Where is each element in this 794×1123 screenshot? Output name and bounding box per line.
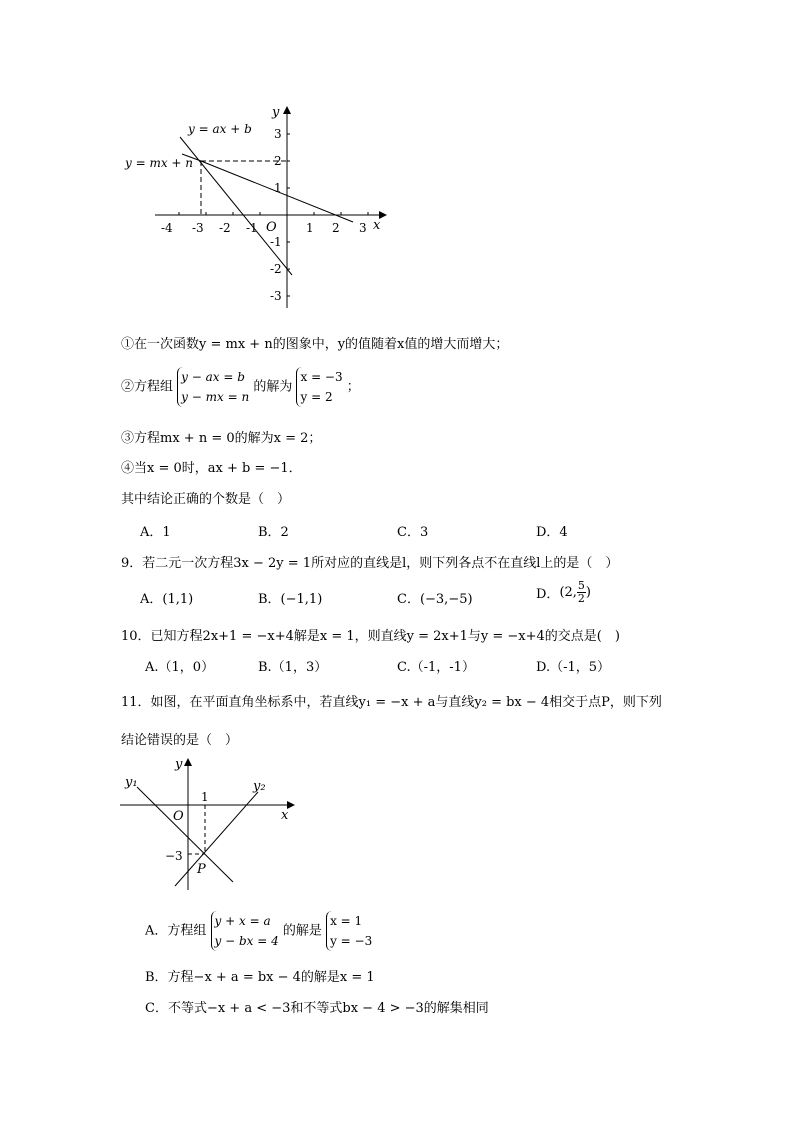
q9-option-d-label: D． (536, 587, 560, 602)
y-tick: 3 (274, 127, 282, 141)
q11-option-c[interactable]: C．不等式−x + a < −3和不等式bx − 4 > −3的解集相同 (145, 1001, 489, 1016)
solution-1: x = 1 (330, 914, 363, 928)
y-axis-label: y (272, 105, 280, 120)
x-axis-label: x (373, 218, 381, 233)
y1-label: y₁ (125, 775, 138, 790)
statement-3: ③方程mx + n = 0的解为x = 2； (121, 431, 322, 446)
y-tick: 2 (274, 154, 282, 168)
question-9-stem: 9．若二元一次方程3x − 2y = 1所对应的直线是l，则下列各点不在直线l上的是（ ） (121, 556, 619, 571)
origin-label: O (173, 809, 184, 824)
equation-1: y + x = a (214, 914, 271, 928)
fraction-numerator: 5 (577, 579, 585, 592)
q11-option-b[interactable]: B．方程−x + a = bx − 4的解是x = 1 (145, 970, 375, 985)
x-tick: -2 (219, 221, 231, 235)
x-tick: -4 (161, 221, 173, 235)
y-tick: -3 (270, 289, 282, 303)
equation-2: y − bx = 4 (214, 934, 279, 948)
solution-2: y = −3 (330, 934, 373, 948)
y-mark-label: −3 (165, 849, 183, 863)
x-axis-label: x (281, 808, 289, 823)
x-mark-label: 1 (201, 790, 209, 804)
fraction-denominator: 2 (577, 592, 585, 605)
equation-2: y − mx = n (181, 390, 250, 404)
q9-option-b[interactable]: B．(−1,1) (258, 592, 323, 607)
x-tick: 2 (332, 221, 340, 235)
q10-option-d[interactable]: D.（-1，5） (536, 660, 611, 675)
q9-option-d-suffix: ) (585, 585, 591, 600)
system-of-equations (211, 911, 279, 951)
question-11-stem-line-2: 结论错误的是（ ） (121, 733, 239, 748)
q11-option-a-mid: 的解是 (282, 923, 322, 939)
y2-label: y₂ (253, 779, 266, 794)
line-y1 (137, 787, 233, 882)
q10-option-a[interactable]: A.（1，0） (145, 660, 215, 675)
solution-1: x = −3 (300, 370, 343, 384)
system-solution (326, 911, 372, 951)
x-tick: -1 (246, 221, 258, 235)
statement-1: ①在一次函数y = mx + n的图象中，y的值随着x值的增大而增大； (121, 337, 509, 352)
question-11-stem-line-1: 11．如图，在平面直角坐标系中，若直线y₁ = −x + a与直线y₂ = bx − 4相交于点P，则下列 (121, 695, 662, 710)
graph-one (120, 100, 400, 315)
x-tick: 3 (359, 221, 367, 235)
y-tick: -2 (270, 262, 282, 276)
q10-option-c[interactable]: C.（-1，-1） (397, 660, 475, 675)
line-mx-n-label: y = mx + n (125, 156, 194, 170)
q11-option-a-prefix: A．方程组 (145, 923, 207, 939)
q9-option-d-prefix: (2, (559, 585, 577, 600)
option-d[interactable]: D．4 (536, 525, 568, 540)
graph-two (115, 752, 300, 897)
system-of-equations (177, 367, 249, 407)
equation-1: y − ax = b (181, 370, 245, 384)
question-prompt: 其中结论正确的个数是（ ） (121, 492, 291, 507)
y-tick: -1 (270, 235, 282, 249)
statement-2-prefix: ②方程组 (121, 379, 174, 395)
option-c[interactable]: C．3 (397, 525, 429, 540)
q9-option-a[interactable]: A．(1,1) (140, 592, 194, 607)
x-tick: 1 (306, 221, 314, 235)
point-p-label: P (197, 862, 206, 877)
fraction (577, 580, 586, 605)
question-10-stem: 10．已知方程2x+1 = −x+4解是x = 1，则直线y = 2x+1与y = −x+4的交点是( ) (121, 629, 620, 644)
origin-label: O (266, 220, 277, 235)
q11-option-a[interactable] (145, 911, 372, 951)
statement-2 (121, 367, 360, 407)
line-ax-b-label: y = ax + b (188, 122, 252, 136)
solution-2: y = 2 (300, 390, 333, 404)
q9-option-c[interactable]: C．(−3,−5) (397, 592, 473, 607)
line-y2 (175, 792, 258, 886)
q10-option-b[interactable]: B.（1，3） (258, 660, 328, 675)
statement-2-mid: 的解为 (253, 379, 293, 395)
option-a[interactable]: A．1 (140, 525, 171, 540)
y-tick: 1 (274, 181, 282, 195)
system-solution (296, 367, 342, 407)
y-axis-label: y (175, 757, 183, 772)
x-tick: -3 (192, 221, 204, 235)
q9-option-d[interactable] (536, 580, 591, 605)
statement-2-suffix: ； (346, 379, 360, 395)
statement-4: ④当x = 0时，ax + b = −1． (121, 461, 302, 476)
option-b[interactable]: B．2 (258, 525, 289, 540)
